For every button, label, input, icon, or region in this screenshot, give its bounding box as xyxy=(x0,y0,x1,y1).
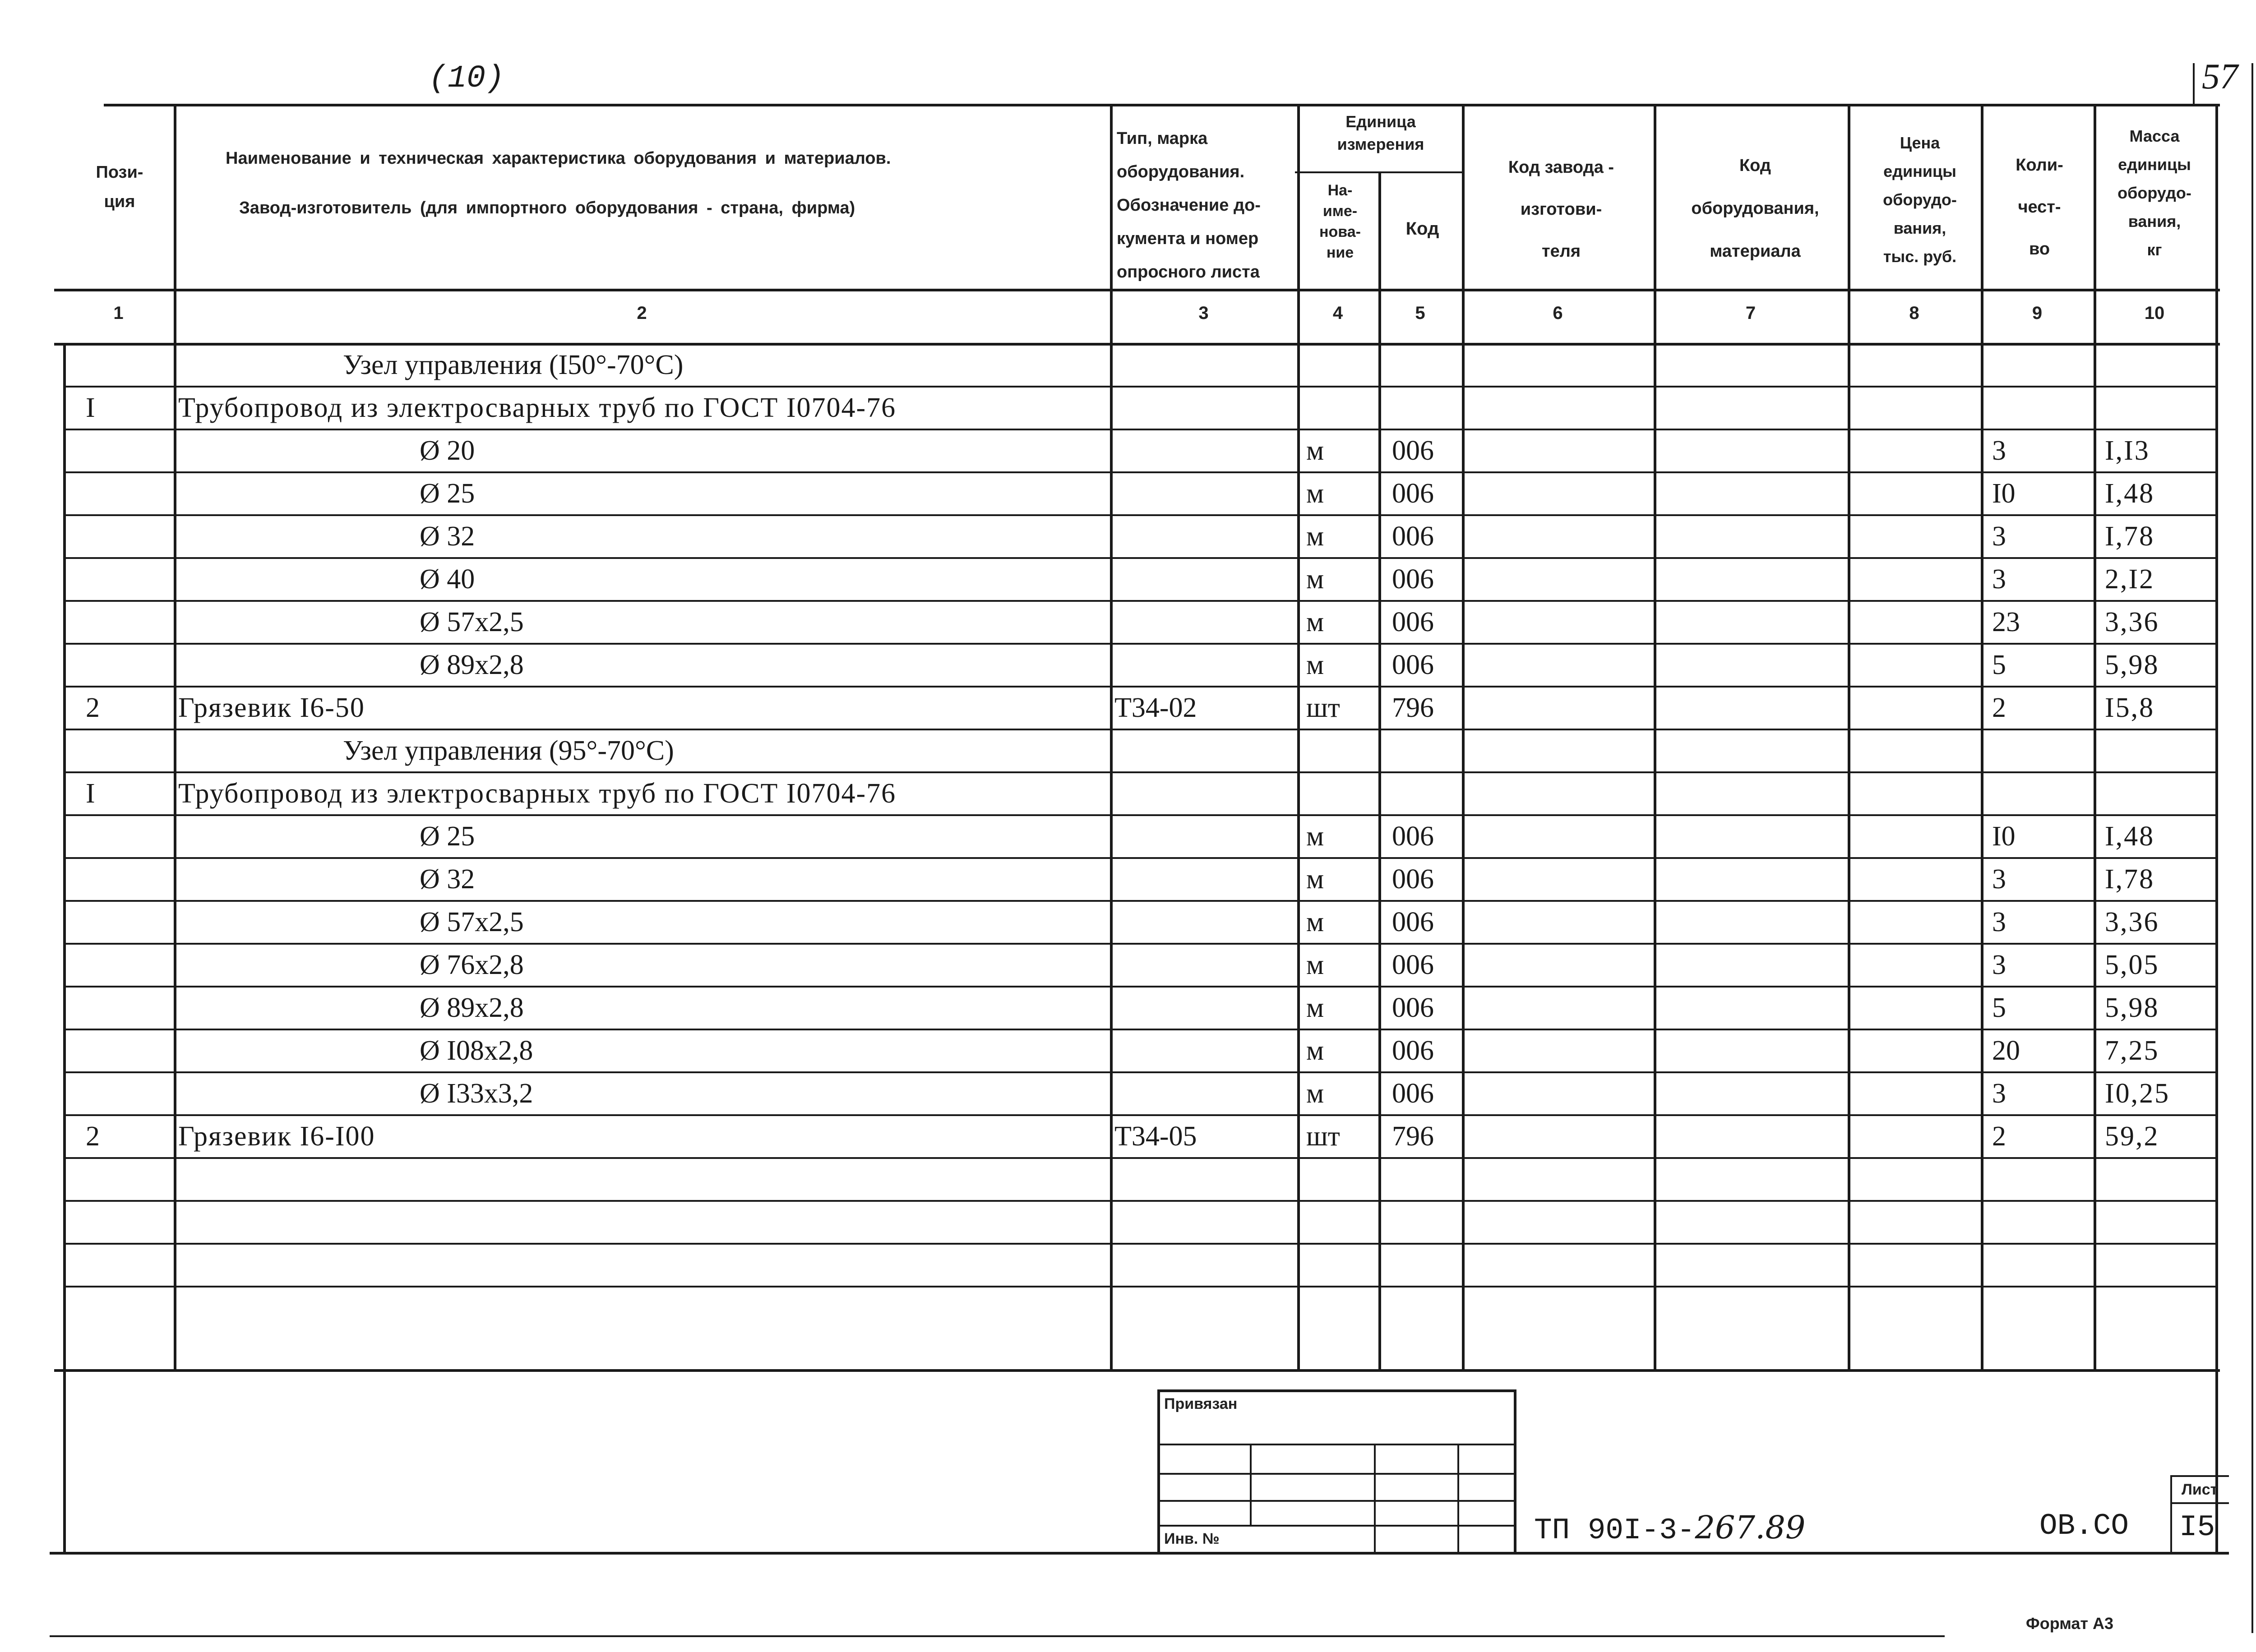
format-label: Формат А3 xyxy=(2026,1614,2114,1633)
row-mass: 5,98 xyxy=(2105,650,2159,680)
row-unit-code: 006 xyxy=(1392,478,1434,509)
row-quantity: I0 xyxy=(1992,821,2016,852)
frame-left xyxy=(63,343,66,1552)
sheet-box-mid xyxy=(2170,1502,2229,1504)
row-divider xyxy=(63,814,2215,816)
row-mass: 5,05 xyxy=(2105,950,2159,980)
tb-col2 xyxy=(1374,1444,1376,1552)
row-mass: I,48 xyxy=(2105,478,2155,509)
header-factory-code: Код завода - изготови- теля xyxy=(1508,158,1614,261)
header-bottom-border xyxy=(54,289,2220,291)
outer-right-rule xyxy=(2251,63,2253,1633)
column-number: 10 xyxy=(2144,303,2165,323)
row-mass: I5,8 xyxy=(2105,692,2155,723)
row-unit-code: 006 xyxy=(1392,435,1434,466)
row-divider xyxy=(63,600,2215,602)
row-divider xyxy=(63,1243,2215,1245)
row-document: Т34-02 xyxy=(1114,692,1197,723)
row-name: Ø I08x2,8 xyxy=(420,1035,533,1066)
column-number: 2 xyxy=(637,303,647,323)
row-divider xyxy=(63,900,2215,902)
row-name: Ø 76x2,8 xyxy=(420,950,524,980)
row-mass: I,I3 xyxy=(2105,435,2150,466)
row-divider xyxy=(63,643,2215,645)
row-position: 2 xyxy=(86,692,100,723)
row-divider xyxy=(63,729,2215,730)
row-divider xyxy=(63,1071,2215,1073)
row-name: Грязевик I6-50 xyxy=(178,692,365,723)
column-divider xyxy=(1297,104,1300,1369)
row-unit: м xyxy=(1306,907,1324,937)
column-divider xyxy=(2094,104,2096,1369)
row-document: Т34-05 xyxy=(1114,1121,1197,1152)
row-quantity: 23 xyxy=(1992,607,2020,637)
row-quantity: 20 xyxy=(1992,1035,2020,1066)
row-quantity: 3 xyxy=(1992,564,2006,595)
sheet-label: Лист xyxy=(2182,1481,2218,1498)
row-unit-code: 006 xyxy=(1392,564,1434,595)
row-name: Ø 25 xyxy=(420,478,475,509)
header-price: Цена единицы оборудо- вания, тыс. руб. xyxy=(1883,134,1957,266)
row-divider xyxy=(63,986,2215,988)
tb-col1 xyxy=(1250,1444,1252,1525)
row-quantity: 3 xyxy=(1992,950,2006,980)
header-name-line1: Наименование и техническая характеристика оборудования и материалов. xyxy=(226,149,891,168)
row-divider xyxy=(63,771,2215,773)
sheet-box-top xyxy=(2170,1475,2229,1477)
row-position: I xyxy=(86,392,95,423)
bound-label: Привязан xyxy=(1164,1395,1238,1412)
header-unit-code: Код xyxy=(1405,219,1439,239)
row-unit-code: 006 xyxy=(1392,650,1434,680)
row-name: Ø 57x2,5 xyxy=(420,907,524,937)
row-quantity: 3 xyxy=(1992,435,2006,466)
row-divider xyxy=(63,514,2215,516)
row-divider xyxy=(63,1286,2215,1287)
document-number: ТП 90I-3-267.89 xyxy=(1534,1509,1806,1547)
row-unit-code: 796 xyxy=(1392,692,1434,723)
row-name: Ø 32 xyxy=(420,864,475,895)
row-unit: шт xyxy=(1306,1121,1340,1152)
row-unit: м xyxy=(1306,821,1324,852)
row-divider xyxy=(63,1157,2215,1159)
row-name: Узел управления (I50°-70°C) xyxy=(343,350,684,380)
header-name-line2: Завод-изготовитель (для импортного оборудования - страна, фирма) xyxy=(239,198,855,217)
row-unit-code: 006 xyxy=(1392,821,1434,852)
row-unit-code: 006 xyxy=(1392,907,1434,937)
row-unit: м xyxy=(1306,1078,1324,1109)
sheet-box-left xyxy=(2170,1475,2172,1552)
row-divider xyxy=(63,386,2215,388)
header-quantity: Коли- чест- во xyxy=(2016,156,2063,259)
row-name: Ø 89x2,8 xyxy=(420,650,524,680)
row-quantity: 2 xyxy=(1992,1121,2006,1152)
row-mass: I,48 xyxy=(2105,821,2155,852)
footer-rule xyxy=(50,1635,1945,1637)
row-divider xyxy=(63,429,2215,430)
row-unit: м xyxy=(1306,1035,1324,1066)
table-bottom-border xyxy=(54,1369,2220,1372)
tb-top xyxy=(1157,1389,1514,1392)
row-quantity: 3 xyxy=(1992,521,2006,552)
row-unit: м xyxy=(1306,992,1324,1023)
row-quantity: 5 xyxy=(1992,992,2006,1023)
row-mass: 3,36 xyxy=(2105,907,2159,937)
row-quantity: 2 xyxy=(1992,692,2006,723)
row-name: Трубопровод из электросварных труб по ГОСТ I0704-76 xyxy=(178,392,897,423)
frame-right xyxy=(2215,104,2218,1552)
row-name: Ø 89x2,8 xyxy=(420,992,524,1023)
column-number: 3 xyxy=(1198,303,1209,323)
row-unit: м xyxy=(1306,435,1324,466)
column-number: 6 xyxy=(1553,303,1563,323)
column-number: 5 xyxy=(1415,303,1425,323)
column-divider xyxy=(1654,104,1656,1369)
header-mass: Масса единицы оборудо- вания, кг xyxy=(2117,127,2191,259)
row-unit-code: 796 xyxy=(1392,1121,1434,1152)
column-divider xyxy=(1378,171,1381,1369)
row-quantity: 3 xyxy=(1992,1078,2006,1109)
row-name: Трубопровод из электросварных труб по ГОСТ I0704-76 xyxy=(178,778,897,809)
inventory-label: Инв. № xyxy=(1164,1530,1220,1547)
row-position: 2 xyxy=(86,1121,100,1152)
row-divider xyxy=(63,1114,2215,1116)
row-quantity: 3 xyxy=(1992,907,2006,937)
column-number: 1 xyxy=(113,303,124,323)
row-name: Грязевик I6-I00 xyxy=(178,1121,375,1152)
column-divider xyxy=(1110,104,1113,1369)
column-number: 4 xyxy=(1332,303,1343,323)
document-number-handwritten: 267.89 xyxy=(1695,1509,1806,1546)
row-unit: м xyxy=(1306,521,1324,552)
row-unit-code: 006 xyxy=(1392,521,1434,552)
column-number: 8 xyxy=(1909,303,1919,323)
column-divider xyxy=(1848,104,1850,1369)
row-divider xyxy=(63,686,2215,688)
document-code: ОВ.СО xyxy=(2039,1509,2129,1543)
sheet-stamp: 57 xyxy=(2202,57,2238,97)
numbers-bottom-border xyxy=(54,343,2220,346)
row-unit-code: 006 xyxy=(1392,607,1434,637)
row-mass: I0,25 xyxy=(2105,1078,2170,1109)
row-name: Ø 57x2,5 xyxy=(420,607,524,637)
row-name: Ø I33x3,2 xyxy=(420,1078,533,1109)
column-divider xyxy=(1462,104,1465,1369)
column-divider xyxy=(174,104,176,1369)
table-top-border xyxy=(104,104,2220,106)
row-name: Ø 20 xyxy=(420,435,475,466)
row-unit-code: 006 xyxy=(1392,1078,1434,1109)
tb-left xyxy=(1157,1389,1160,1552)
page-bottom-border xyxy=(50,1552,2229,1555)
header-unit-name: На- име- нова- ние xyxy=(1319,182,1361,261)
row-unit-code: 006 xyxy=(1392,864,1434,895)
row-unit: м xyxy=(1306,950,1324,980)
row-unit: шт xyxy=(1306,692,1340,723)
row-divider xyxy=(63,1029,2215,1030)
row-unit-code: 006 xyxy=(1392,950,1434,980)
header-equipment-code: Код оборудования, материала xyxy=(1691,156,1819,261)
tb-row3 xyxy=(1157,1500,1514,1502)
row-divider xyxy=(63,857,2215,859)
row-unit-code: 006 xyxy=(1392,992,1434,1023)
stamp-rule xyxy=(2193,63,2195,104)
header-position: Пози- ция xyxy=(96,163,143,211)
row-mass: 7,25 xyxy=(2105,1035,2159,1066)
row-mass: 3,36 xyxy=(2105,607,2159,637)
row-position: I xyxy=(86,778,95,809)
header-type: Тип, марка оборудования. Обозначение до- кумента и номер опросного листа xyxy=(1117,129,1261,282)
tb-row2 xyxy=(1157,1473,1514,1475)
row-unit: м xyxy=(1306,478,1324,509)
tb-col3 xyxy=(1457,1444,1459,1552)
row-unit: м xyxy=(1306,564,1324,595)
row-divider xyxy=(63,557,2215,559)
tb-right xyxy=(1514,1389,1516,1552)
sheet-number: I5 xyxy=(2179,1510,2215,1544)
row-mass: 59,2 xyxy=(2105,1121,2159,1152)
row-name: Узел управления (95°-70°C) xyxy=(343,735,674,766)
row-quantity: 3 xyxy=(1992,864,2006,895)
row-mass: 2,I2 xyxy=(2105,564,2155,595)
row-mass: I,78 xyxy=(2105,521,2155,552)
row-name: Ø 40 xyxy=(420,564,475,595)
row-name: Ø 25 xyxy=(420,821,475,852)
row-mass: I,78 xyxy=(2105,864,2155,895)
column-number: 9 xyxy=(2032,303,2043,323)
row-divider xyxy=(63,1200,2215,1202)
tb-row4 xyxy=(1157,1525,1514,1527)
row-unit-code: 006 xyxy=(1392,1035,1434,1066)
row-divider xyxy=(63,943,2215,945)
corner-mark: (10) xyxy=(429,61,505,97)
tb-row1 xyxy=(1157,1444,1514,1445)
row-divider xyxy=(63,471,2215,473)
row-quantity: I0 xyxy=(1992,478,2016,509)
row-mass: 5,98 xyxy=(2105,992,2159,1023)
row-unit: м xyxy=(1306,650,1324,680)
header-unit: Единица измерения xyxy=(1337,112,1424,154)
row-quantity: 5 xyxy=(1992,650,2006,680)
row-unit: м xyxy=(1306,864,1324,895)
row-unit: м xyxy=(1306,607,1324,637)
column-number: 7 xyxy=(1745,303,1756,323)
column-divider xyxy=(1981,104,1983,1369)
row-name: Ø 32 xyxy=(420,521,475,552)
